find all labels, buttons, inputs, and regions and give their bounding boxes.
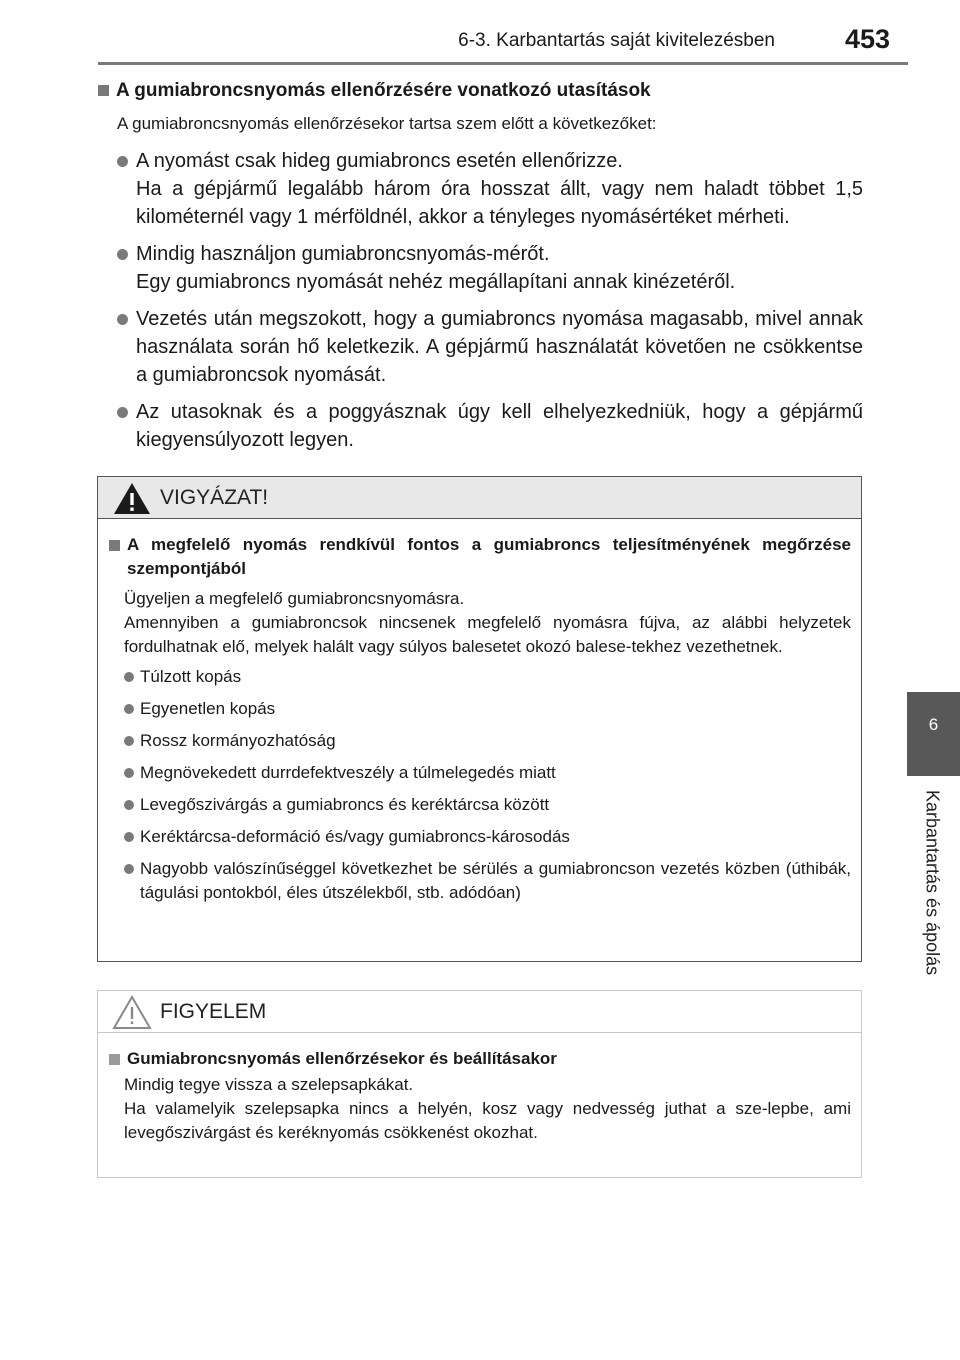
section-heading [98, 79, 863, 103]
list-item [109, 665, 851, 689]
list-item [109, 697, 851, 721]
warning-heading [109, 533, 851, 581]
list-item [109, 825, 851, 849]
list-item [109, 729, 851, 753]
notice-heading-text: Gumiabroncsnyomás ellenőrzésekor és beállításakor [127, 1049, 557, 1068]
warning-title: VIGYÁZAT! [160, 485, 269, 509]
notice-paragraph: Ha valamelyik szelepsapka nincs a helyén, kosz vagy nedvesség juthat a sze-lepbe, ami levegőszivárgást és keréknyomás csökkenést okozhat. [124, 1099, 851, 1142]
notice-box-body [98, 1033, 861, 1159]
square-bullet-icon [98, 85, 109, 96]
list-item-text: Levegőszivárgás a gumiabroncs és keréktárcsa között [140, 795, 550, 814]
list-item [109, 793, 851, 817]
warning-box [97, 476, 862, 962]
section-title: 6-3. Karbantartás saját kivitelezésben [458, 30, 775, 51]
notice-heading [109, 1047, 851, 1071]
warning-box-header [98, 477, 861, 519]
square-bullet-icon [109, 540, 120, 551]
warning-paragraph: Amennyiben a gumiabroncsok nincsenek megfelelő nyomásra fújva, az alábbi helyzetek fordulhatnak elő, melyek halált vagy súlyos balesetet okozó balese-tekhez vezethetnek. [124, 613, 851, 656]
bullet-dot-icon [124, 864, 134, 874]
list-item-text: Rossz kormányozhatóság [140, 731, 336, 750]
list-item [98, 147, 863, 231]
bullet-dot-icon [124, 736, 134, 746]
bullet-line: Vezetés után megszokott, hogy a gumiabroncs nyomása magasabb, mivel annak használata során hő keletkezik. A gépjármű használatát követően ne csökkentse a gumiabroncsok nyomását. [136, 308, 863, 386]
bullet-dot-icon [124, 800, 134, 810]
bullet-dot-icon [124, 672, 134, 682]
list-item-text: Túlzott kopás [140, 667, 242, 686]
list-item-text: Egyenetlen kopás [140, 699, 276, 718]
list-item-text: Keréktárcsa-deformáció és/vagy gumiabroncs-károsodás [140, 827, 570, 846]
warning-triangle-icon [112, 480, 152, 516]
list-item-text: Nagyobb valószínűséggel következhet be sérülés a gumiabroncson vezetés közben (úthibák, tágulási pontokból, éles útszélekből, stb. adódóan) [140, 859, 851, 902]
warning-box-body [98, 519, 861, 927]
header-divider [98, 62, 908, 65]
bullet-dot-icon [124, 768, 134, 778]
bullet-line: Mindig használjon gumiabroncsnyomás-mérőt. [136, 243, 550, 265]
list-item [98, 240, 863, 296]
list-item [109, 761, 851, 785]
notice-box [97, 990, 862, 1178]
list-item [109, 857, 851, 905]
bullet-dot-icon [117, 156, 128, 167]
bullet-line: Ha a gépjármű legalább három óra hosszat állt, vagy nem haladt többet 1,5 kilométernél vagy 1 mérföldnél, akkor a tényleges nyomásértéket mérheti. [136, 178, 863, 228]
notice-title: FIGYELEM [160, 999, 267, 1023]
section-heading-text: A gumiabroncsnyomás ellenőrzésére vonatkozó utasítások [116, 80, 651, 101]
list-item [98, 305, 863, 389]
main-content [98, 79, 863, 463]
list-item [98, 398, 863, 454]
warning-paragraph: Ügyeljen a megfelelő gumiabroncsnyomásra. [124, 589, 465, 608]
notice-paragraph: Mindig tegye vissza a szelepsapkákat. [124, 1075, 414, 1094]
bullet-dot-icon [117, 407, 128, 418]
bullet-line: Egy gumiabroncs nyomását nehéz megállapítani annak kinézetéről. [136, 271, 736, 293]
bullet-list [98, 147, 863, 454]
warning-heading-text: A megfelelő nyomás rendkívül fontos a gumiabroncs teljesítményének megőrzése szempontjából [127, 535, 851, 578]
list-item-text: Megnövekedett durrdefektveszély a túlmelegedés miatt [140, 763, 556, 782]
bullet-line: Az utasoknak és a poggyásznak úgy kell elhelyezkedniük, hogy a gépjármű kiegyensúlyozott legyen. [136, 401, 863, 451]
bullet-dot-icon [117, 249, 128, 260]
bullet-dot-icon [124, 704, 134, 714]
warning-list [109, 665, 851, 905]
page-number: 453 [844, 24, 890, 54]
chapter-tab: 6 [907, 692, 960, 776]
bullet-dot-icon [117, 314, 128, 325]
bullet-dot-icon [124, 832, 134, 842]
chapter-label: Karbantartás és ápolás [922, 790, 943, 976]
notice-box-header [98, 991, 861, 1033]
square-bullet-icon [109, 1054, 120, 1065]
caution-triangle-icon [112, 994, 152, 1030]
intro-text: A gumiabroncsnyomás ellenőrzésekor tartsa szem előtt a következőket: [117, 114, 657, 133]
bullet-line: A nyomást csak hideg gumiabroncs esetén ellenőrizze. [136, 150, 623, 172]
